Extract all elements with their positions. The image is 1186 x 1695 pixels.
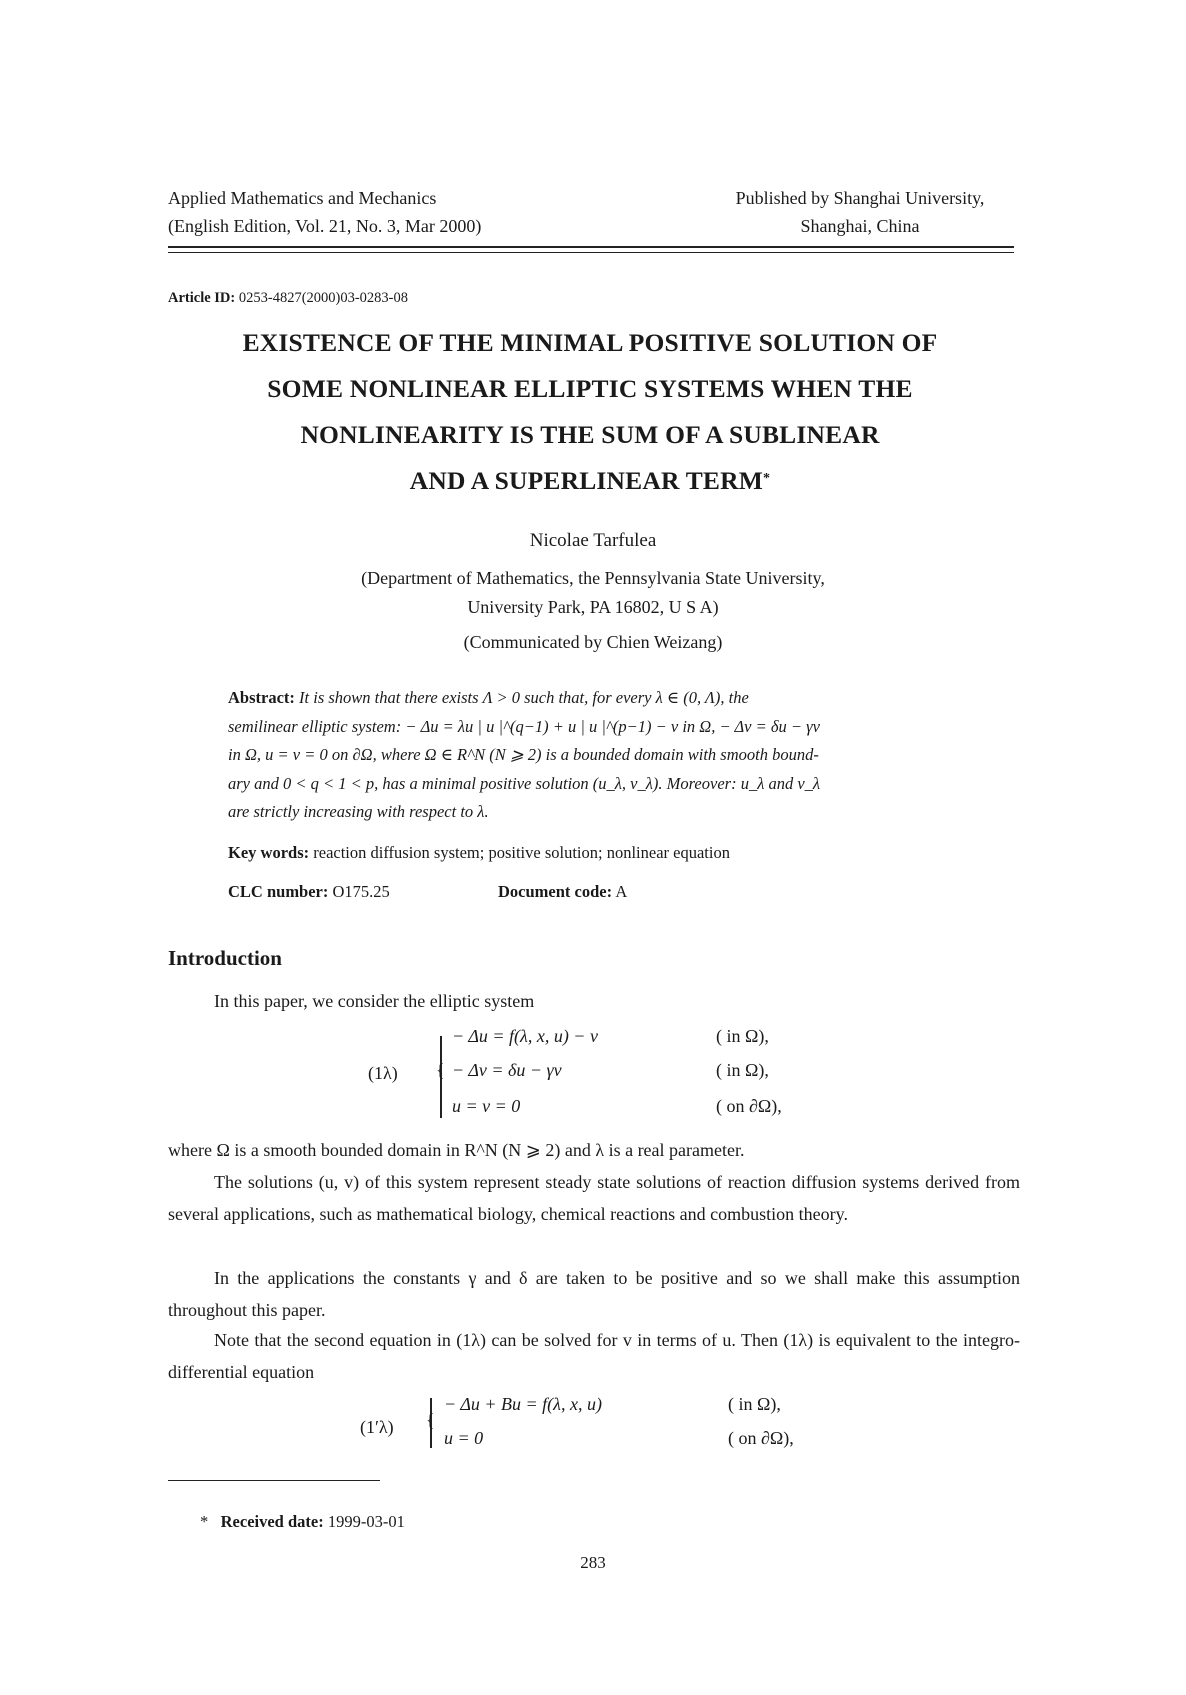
title-line: EXISTENCE OF THE MINIMAL POSITIVE SOLUTION OF (242, 328, 938, 357)
header-rule-thin (168, 252, 1014, 253)
equation-condition: ( in Ω), (716, 1026, 769, 1046)
equation (452, 1096, 520, 1117)
equation-text: − Δu = f(λ, x, u) − v (452, 1026, 598, 1046)
publisher-location: Shanghai, China (800, 216, 920, 236)
clc-label: CLC number: (228, 882, 329, 901)
equation-condition: ( on ∂Ω), (728, 1428, 794, 1448)
abstract-line: ary and 0 < q < 1 < p, has a minimal positive solution (u_λ, v_λ). Moreover: u_λ and v_λ (228, 773, 821, 793)
equation-label: (1′λ) (360, 1417, 394, 1437)
title-line (120, 458, 1060, 504)
equation-text: u = v = 0 (452, 1096, 521, 1116)
paragraph: In this paper, we consider the elliptic system (214, 991, 535, 1011)
doc-code-value: A (615, 882, 628, 901)
clc-number (228, 882, 390, 902)
brace-tip: { (436, 1060, 445, 1080)
equation-text: − Δv = δu − γv (452, 1060, 562, 1080)
paper-title (120, 320, 1060, 504)
doc-code-label: Document code: (498, 882, 613, 901)
brace-tip: { (426, 1410, 435, 1430)
affiliation-line-2: University Park, PA 16802, U S A) (467, 597, 719, 617)
title-line: SOME NONLINEAR ELLIPTIC SYSTEMS WHEN THE (267, 374, 913, 403)
paragraph: Note that the second equation in (1λ) can be solved for v in terms of u. Then (1λ) is equivalent to the integro-differential equation (168, 1330, 1020, 1382)
equation-text: − Δu + Bu = f(λ, x, u) (444, 1394, 602, 1414)
journal-name: Applied Mathematics and Mechanics (168, 188, 437, 208)
keywords (228, 843, 730, 863)
paragraph: where Ω is a smooth bounded domain in R^N (N ⩾ 2) and λ is a real parameter. (168, 1140, 745, 1160)
equation-condition: ( on ∂Ω), (716, 1096, 782, 1116)
abstract-line (228, 684, 960, 713)
article-id (168, 290, 408, 307)
title-line: NONLINEARITY IS THE SUM OF A SUBLINEAR (300, 420, 880, 449)
page-number: 283 (580, 1553, 606, 1572)
abstract-line: in Ω, u = v = 0 on ∂Ω, where Ω ∈ R^N (N ⩾ 2) is a bounded domain with smooth bound- (228, 745, 819, 764)
paragraph: In the applications the constants γ and δ are taken to be positive and so we shall make this assumption throughout this paper. (168, 1268, 1020, 1320)
title-footnote-mark: * (763, 471, 771, 486)
communicated-by: (Communicated by Chien Weizang) (463, 632, 723, 652)
article-id-label: Article ID: (168, 290, 236, 306)
footnote-value: 1999-03-01 (327, 1512, 405, 1531)
publisher: Published by Shanghai University, (735, 188, 985, 208)
clc-value: O175.25 (332, 882, 390, 901)
document-code (498, 882, 627, 902)
footnote-rule (168, 1480, 380, 1481)
abstract-line: semilinear elliptic system: − Δu = λu | u |^(q−1) + u | u |^(p−1) − v in Ω, − Δv = δu − γv (228, 716, 820, 736)
abstract-text: It is shown that there exists Λ > 0 such that, for every λ ∈ (0, Λ), the (299, 688, 749, 707)
journal-edition: (English Edition, Vol. 21, No. 3, Mar 2000) (168, 216, 482, 236)
equation (444, 1394, 602, 1415)
footnote-label: Received date: (220, 1512, 324, 1531)
equation-text: u = 0 (444, 1428, 484, 1448)
equation-condition: ( in Ω), (716, 1060, 769, 1080)
keywords-value: reaction diffusion system; positive solution; nonlinear equation (313, 843, 730, 862)
equation (444, 1428, 483, 1449)
article-id-value: 0253-4827(2000)03-0283-08 (238, 290, 409, 306)
header-rule-thick (168, 246, 1014, 248)
footnote-mark: * (200, 1512, 209, 1531)
title-line-text: AND A SUPERLINEAR TERM (409, 466, 763, 495)
equation (452, 1026, 598, 1047)
paragraph: The solutions (u, v) of this system represent steady state solutions of reaction diffusion systems derived from several applications, such as mathematical biology, chemical reactions and combustion theory. (168, 1172, 1020, 1224)
keywords-label: Key words: (228, 843, 310, 862)
abstract (228, 684, 960, 827)
abstract-line: are strictly increasing with respect to λ. (228, 802, 489, 821)
abstract-label: Abstract: (228, 688, 295, 707)
equation-condition: ( in Ω), (728, 1394, 781, 1414)
equation (452, 1060, 562, 1081)
affiliation-line-1: (Department of Mathematics, the Pennsylvania State University, (361, 568, 825, 588)
author-name: Nicolae Tarfulea (529, 530, 657, 551)
equation-label: (1λ) (368, 1063, 398, 1083)
section-heading: Introduction (168, 946, 282, 970)
footnote (200, 1512, 405, 1532)
